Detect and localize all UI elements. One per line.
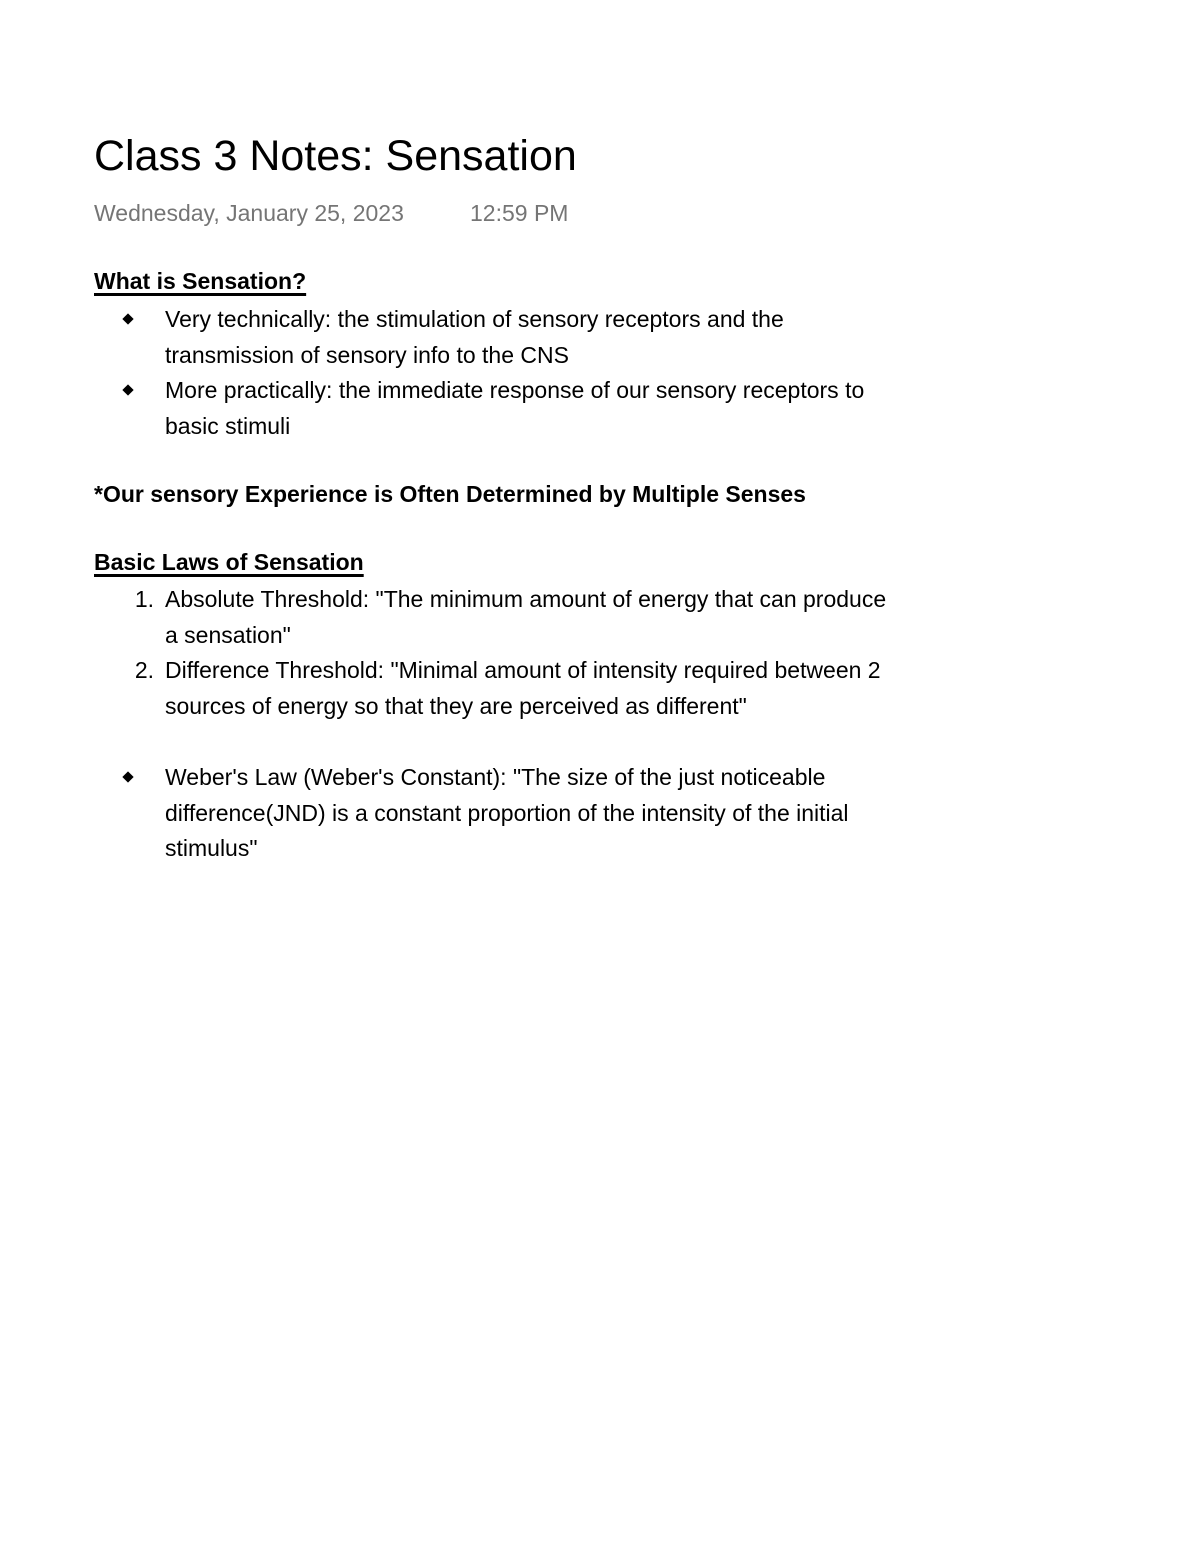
page-title: Class 3 Notes: Sensation (94, 132, 577, 180)
list-item-text: Weber's Law (Weber's Constant): "The size of the just noticeable difference(JND) is a constant proportion of the intensity of the initial stimulus" (165, 764, 849, 861)
list-item-text: Absolute Threshold: "The minimum amount of energy that can produce a sensation" (165, 586, 887, 648)
list-item (112, 582, 902, 653)
list-number: 1. (134, 586, 154, 612)
list-item (112, 373, 902, 444)
list-item-text: Difference Threshold: "Minimal amount of intensity required between 2 sources of energy so that they are perceived as different" (165, 657, 881, 719)
list-item (112, 302, 902, 373)
list-number: 2. (134, 657, 154, 683)
note-time: 12:59 PM (470, 200, 569, 226)
section-heading-what-is-sensation: What is Sensation? (94, 268, 307, 294)
list-item-text: More practically: the immediate response of our sensory receptors to basic stimuli (165, 377, 865, 439)
note-date: Wednesday, January 25, 2023 (94, 200, 404, 226)
callout-text: *Our sensory Experience is Often Determined by Multiple Senses (94, 481, 806, 507)
list-item-text: Very technically: the stimulation of sensory receptors and the transmission of sensory info to the CNS (165, 306, 784, 368)
list-item (112, 760, 902, 867)
section-heading-basic-laws: Basic Laws of Sensation (94, 549, 364, 575)
list-item (112, 653, 902, 724)
